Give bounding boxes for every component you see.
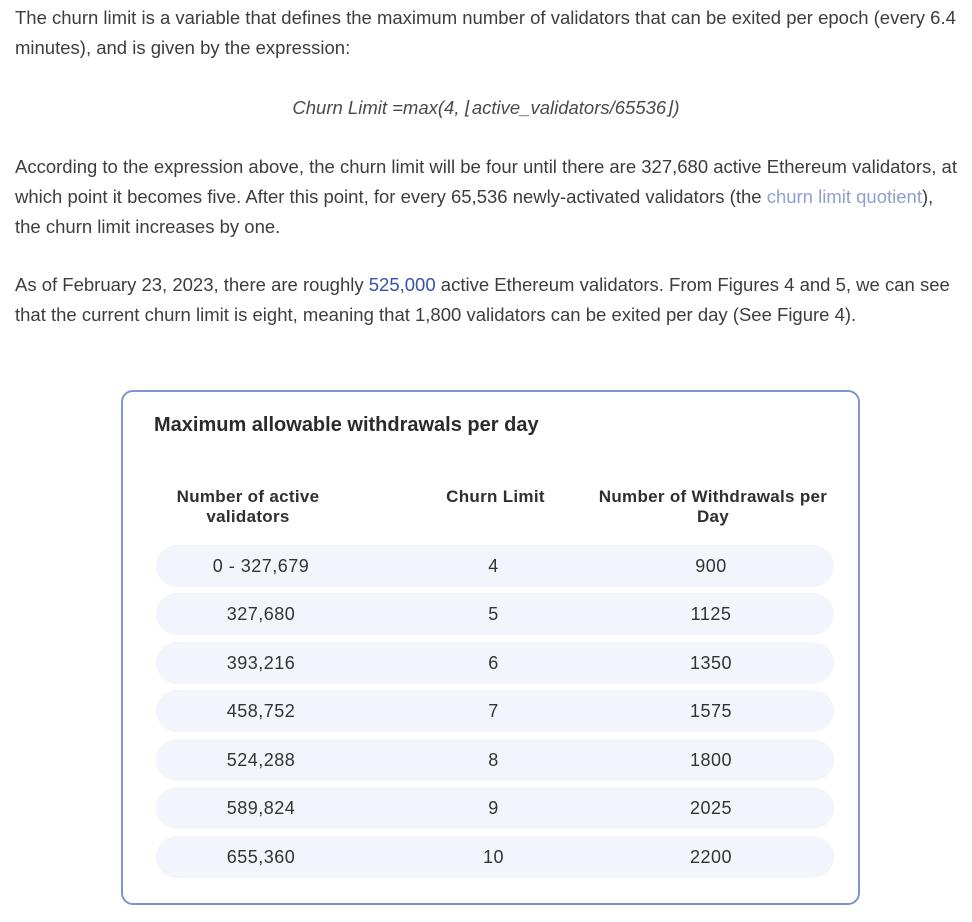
- cell-withdrawals: 1800: [689, 750, 733, 770]
- cell-withdrawals: 1125: [690, 604, 732, 624]
- column-header-withdrawals-per-day: Number of Withdrawals per Day: [598, 487, 828, 526]
- table-row: [156, 690, 834, 732]
- table-row: [156, 739, 834, 781]
- cell-churn-limit: 10: [482, 847, 505, 867]
- column-header-churn-limit: Churn Limit: [446, 487, 545, 506]
- cell-withdrawals: 900: [695, 556, 727, 576]
- cell-churn-limit: 9: [488, 798, 499, 818]
- cell-withdrawals: 2025: [689, 798, 733, 818]
- cell-validators: 589,824: [226, 798, 296, 818]
- current-status-paragraph: [15, 270, 960, 330]
- validator-count-link[interactable]: 525,000: [368, 274, 436, 295]
- intro-paragraph: The churn limit is a variable that defines the maximum number of validators that can be exited per epoch (every 6.4 minutes), and is given by the expression:: [15, 7, 956, 58]
- cell-churn-limit: 4: [488, 556, 499, 576]
- cell-withdrawals: 1575: [689, 701, 733, 721]
- cell-churn-limit: 7: [488, 701, 499, 721]
- withdrawals-table-card: [121, 390, 860, 905]
- cell-validators: 458,752: [226, 701, 296, 721]
- paragraph-text: According to the expression above, the churn limit will be four until there are 327,680 active Ethereum validators, at which point it becomes five. After this point, for every 65,536 newly-activated validators (the: [15, 156, 957, 207]
- cell-validators: 655,360: [226, 847, 296, 867]
- paragraph-text: ), the churn limit increases by one.: [15, 186, 934, 237]
- cell-churn-limit: 8: [488, 750, 499, 770]
- cell-validators: 393,216: [226, 653, 296, 673]
- table-title: Maximum allowable withdrawals per day: [154, 414, 539, 436]
- cell-withdrawals: 1350: [689, 653, 733, 673]
- column-header-active-validators: Number of active validators: [176, 487, 320, 526]
- table-row: [156, 836, 834, 878]
- cell-validators: 327,680: [226, 604, 296, 624]
- table-row: [156, 545, 834, 587]
- explanation-paragraph: [15, 152, 960, 242]
- cell-validators: 0 - 327,679: [212, 556, 310, 576]
- table-row: [156, 593, 834, 635]
- cell-churn-limit: 6: [488, 653, 499, 673]
- table-row: [156, 787, 834, 829]
- paragraph-text: As of February 23, 2023, there are roughly: [15, 274, 369, 295]
- table-row: [156, 642, 834, 684]
- churn-limit-formula: Churn Limit =max(4, ⌊active_validators/65536⌋): [292, 97, 680, 118]
- paragraph-text: active Ethereum validators. From Figures 4 and 5, we can see that the current churn limit is eight, meaning that 1,800 validators can be exited per day (See Figure 4).: [15, 274, 950, 325]
- cell-churn-limit: 5: [488, 604, 499, 624]
- cell-withdrawals: 2200: [689, 847, 733, 867]
- churn-limit-quotient-link[interactable]: churn limit quotient: [766, 186, 922, 207]
- cell-validators: 524,288: [226, 750, 296, 770]
